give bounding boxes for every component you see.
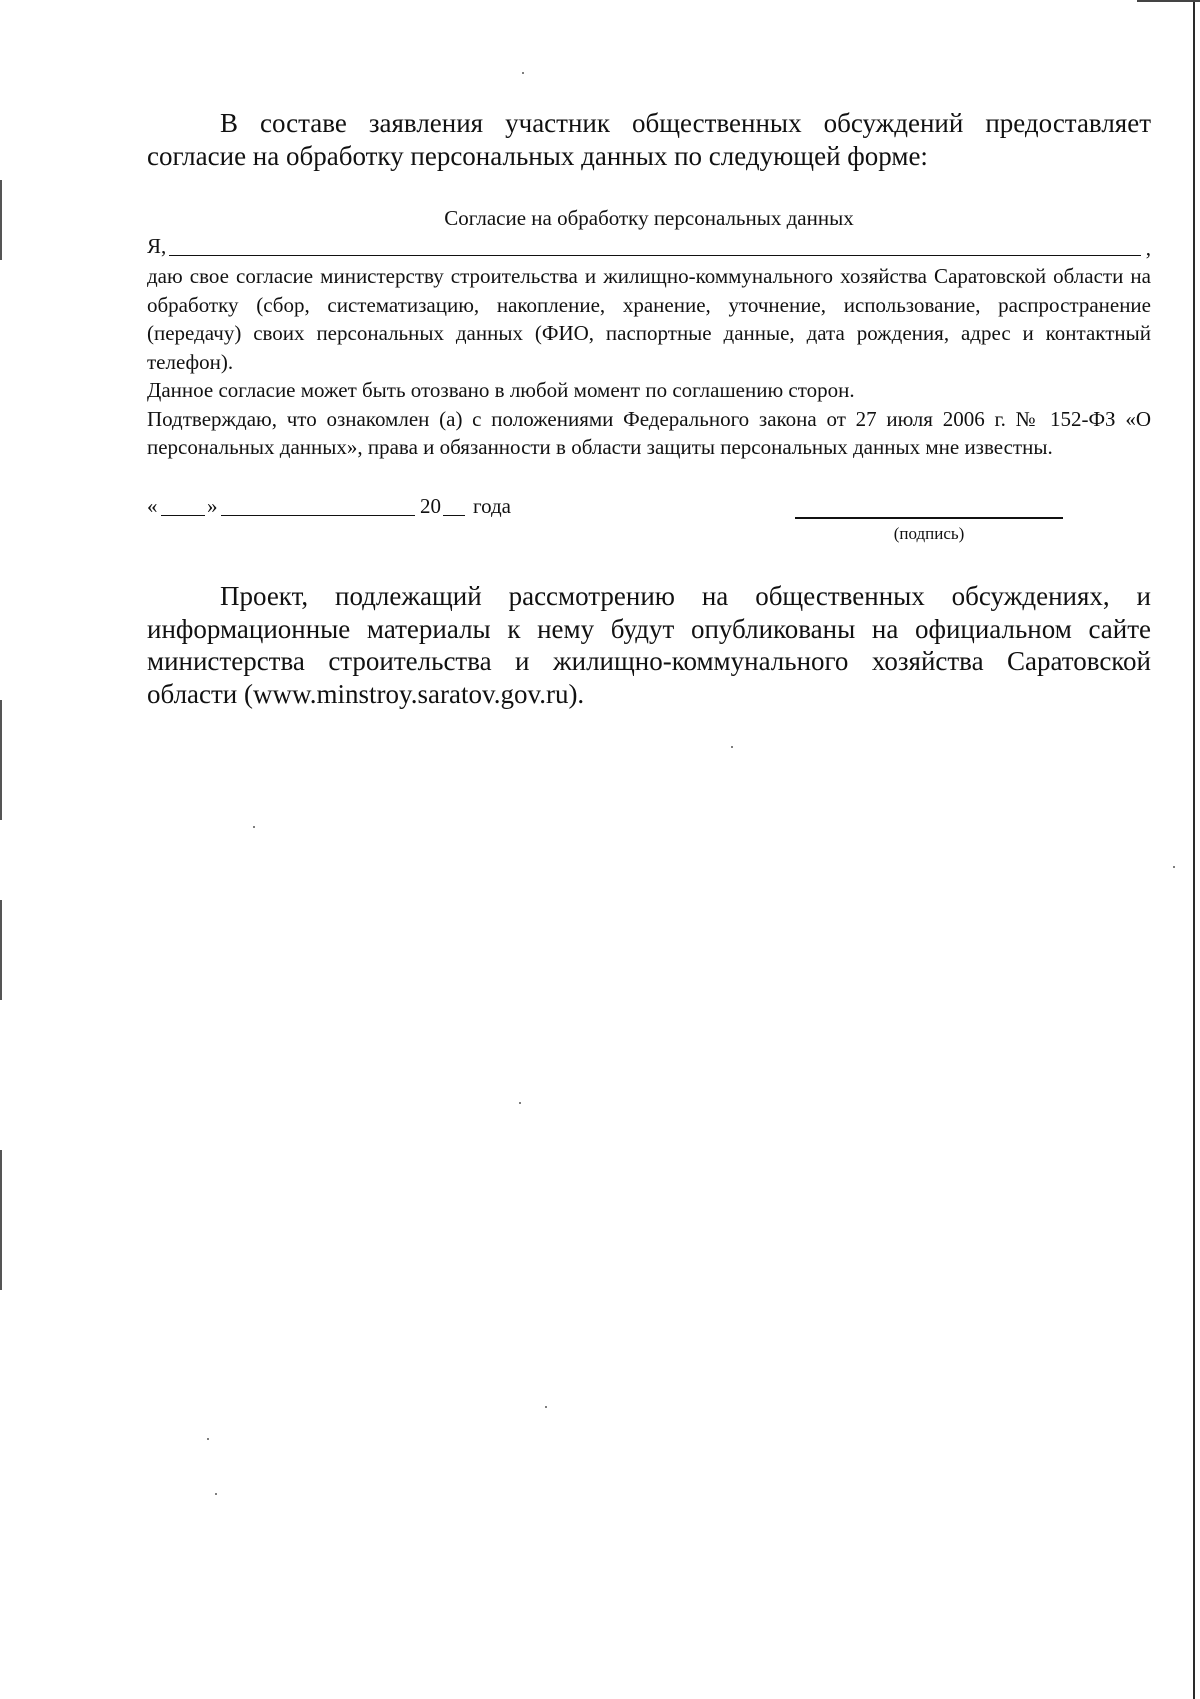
name-prefix: Я,: [147, 234, 167, 258]
name-suffix: ,: [1145, 236, 1151, 260]
day-blank-line: [161, 515, 205, 516]
scan-edge-mark: [0, 700, 2, 820]
date-open-quote: «: [147, 494, 158, 518]
scan-edge-right: [1193, 0, 1195, 1699]
outro-paragraph: [147, 580, 1151, 710]
consent-paragraph: даю свое согласие министерству строительства и жилищно-коммунального хозяйства Саратовской области на обработку (сбор, систематизацию, накопление, хранение, уточнение, использование, распространение (передачу) своих персональных данных (ФИО, паспортные данные, дата рождения, адрес и контактный телефон).: [147, 264, 1151, 374]
scan-speck: [519, 1102, 521, 1104]
year-prefix: 20: [420, 494, 441, 518]
scan-speck: [545, 1406, 547, 1408]
date-close-quote: »: [207, 494, 218, 518]
year-suffix: года: [473, 494, 511, 518]
consent-body: [147, 262, 1151, 462]
scan-speck: [731, 746, 733, 748]
scan-edge-mark: [0, 1150, 2, 1290]
scan-edge-mark: [0, 180, 2, 260]
scan-speck: [253, 826, 255, 828]
signature-line: [795, 517, 1063, 519]
signature-caption: (подпись): [893, 524, 965, 543]
form-title: Согласие на обработку персональных данных: [444, 206, 854, 230]
scan-speck: [1173, 866, 1175, 868]
scan-speck: [215, 1493, 217, 1495]
intro-paragraph: [147, 107, 1151, 173]
scan-speck: [207, 1438, 209, 1440]
year-blank-line: [443, 515, 465, 516]
consent-paragraph: Данное согласие может быть отозвано в любой момент по соглашению сторон.: [147, 378, 855, 402]
name-field: [147, 233, 1151, 261]
name-blank-line: [169, 255, 1141, 256]
intro-text: В составе заявления участник общественных обсуждений предоставляет согласие на обработку персональных данных по следующей форме:: [147, 108, 1151, 171]
scan-speck: [522, 72, 524, 74]
scan-edge-mark: [0, 900, 2, 1000]
consent-paragraph: Подтверждаю, что ознакомлен (а) с положениями Федерального закона от 27 июля 2006 г. № 152-ФЗ «О персональных данных», права и обязанности в области защиты персональных данных мне известны.: [147, 406, 1151, 459]
outro-text: Проект, подлежащий рассмотрению на общественных обсуждениях, и информационные материалы к нему будут опубликованы на официальном сайте министерства строительства и жилищно-коммунального хозяйства Саратовской области (www.minstroy.saratov.gov.ru).: [147, 581, 1151, 709]
scan-edge-top: [1137, 0, 1200, 2]
month-blank-line: [221, 515, 415, 516]
